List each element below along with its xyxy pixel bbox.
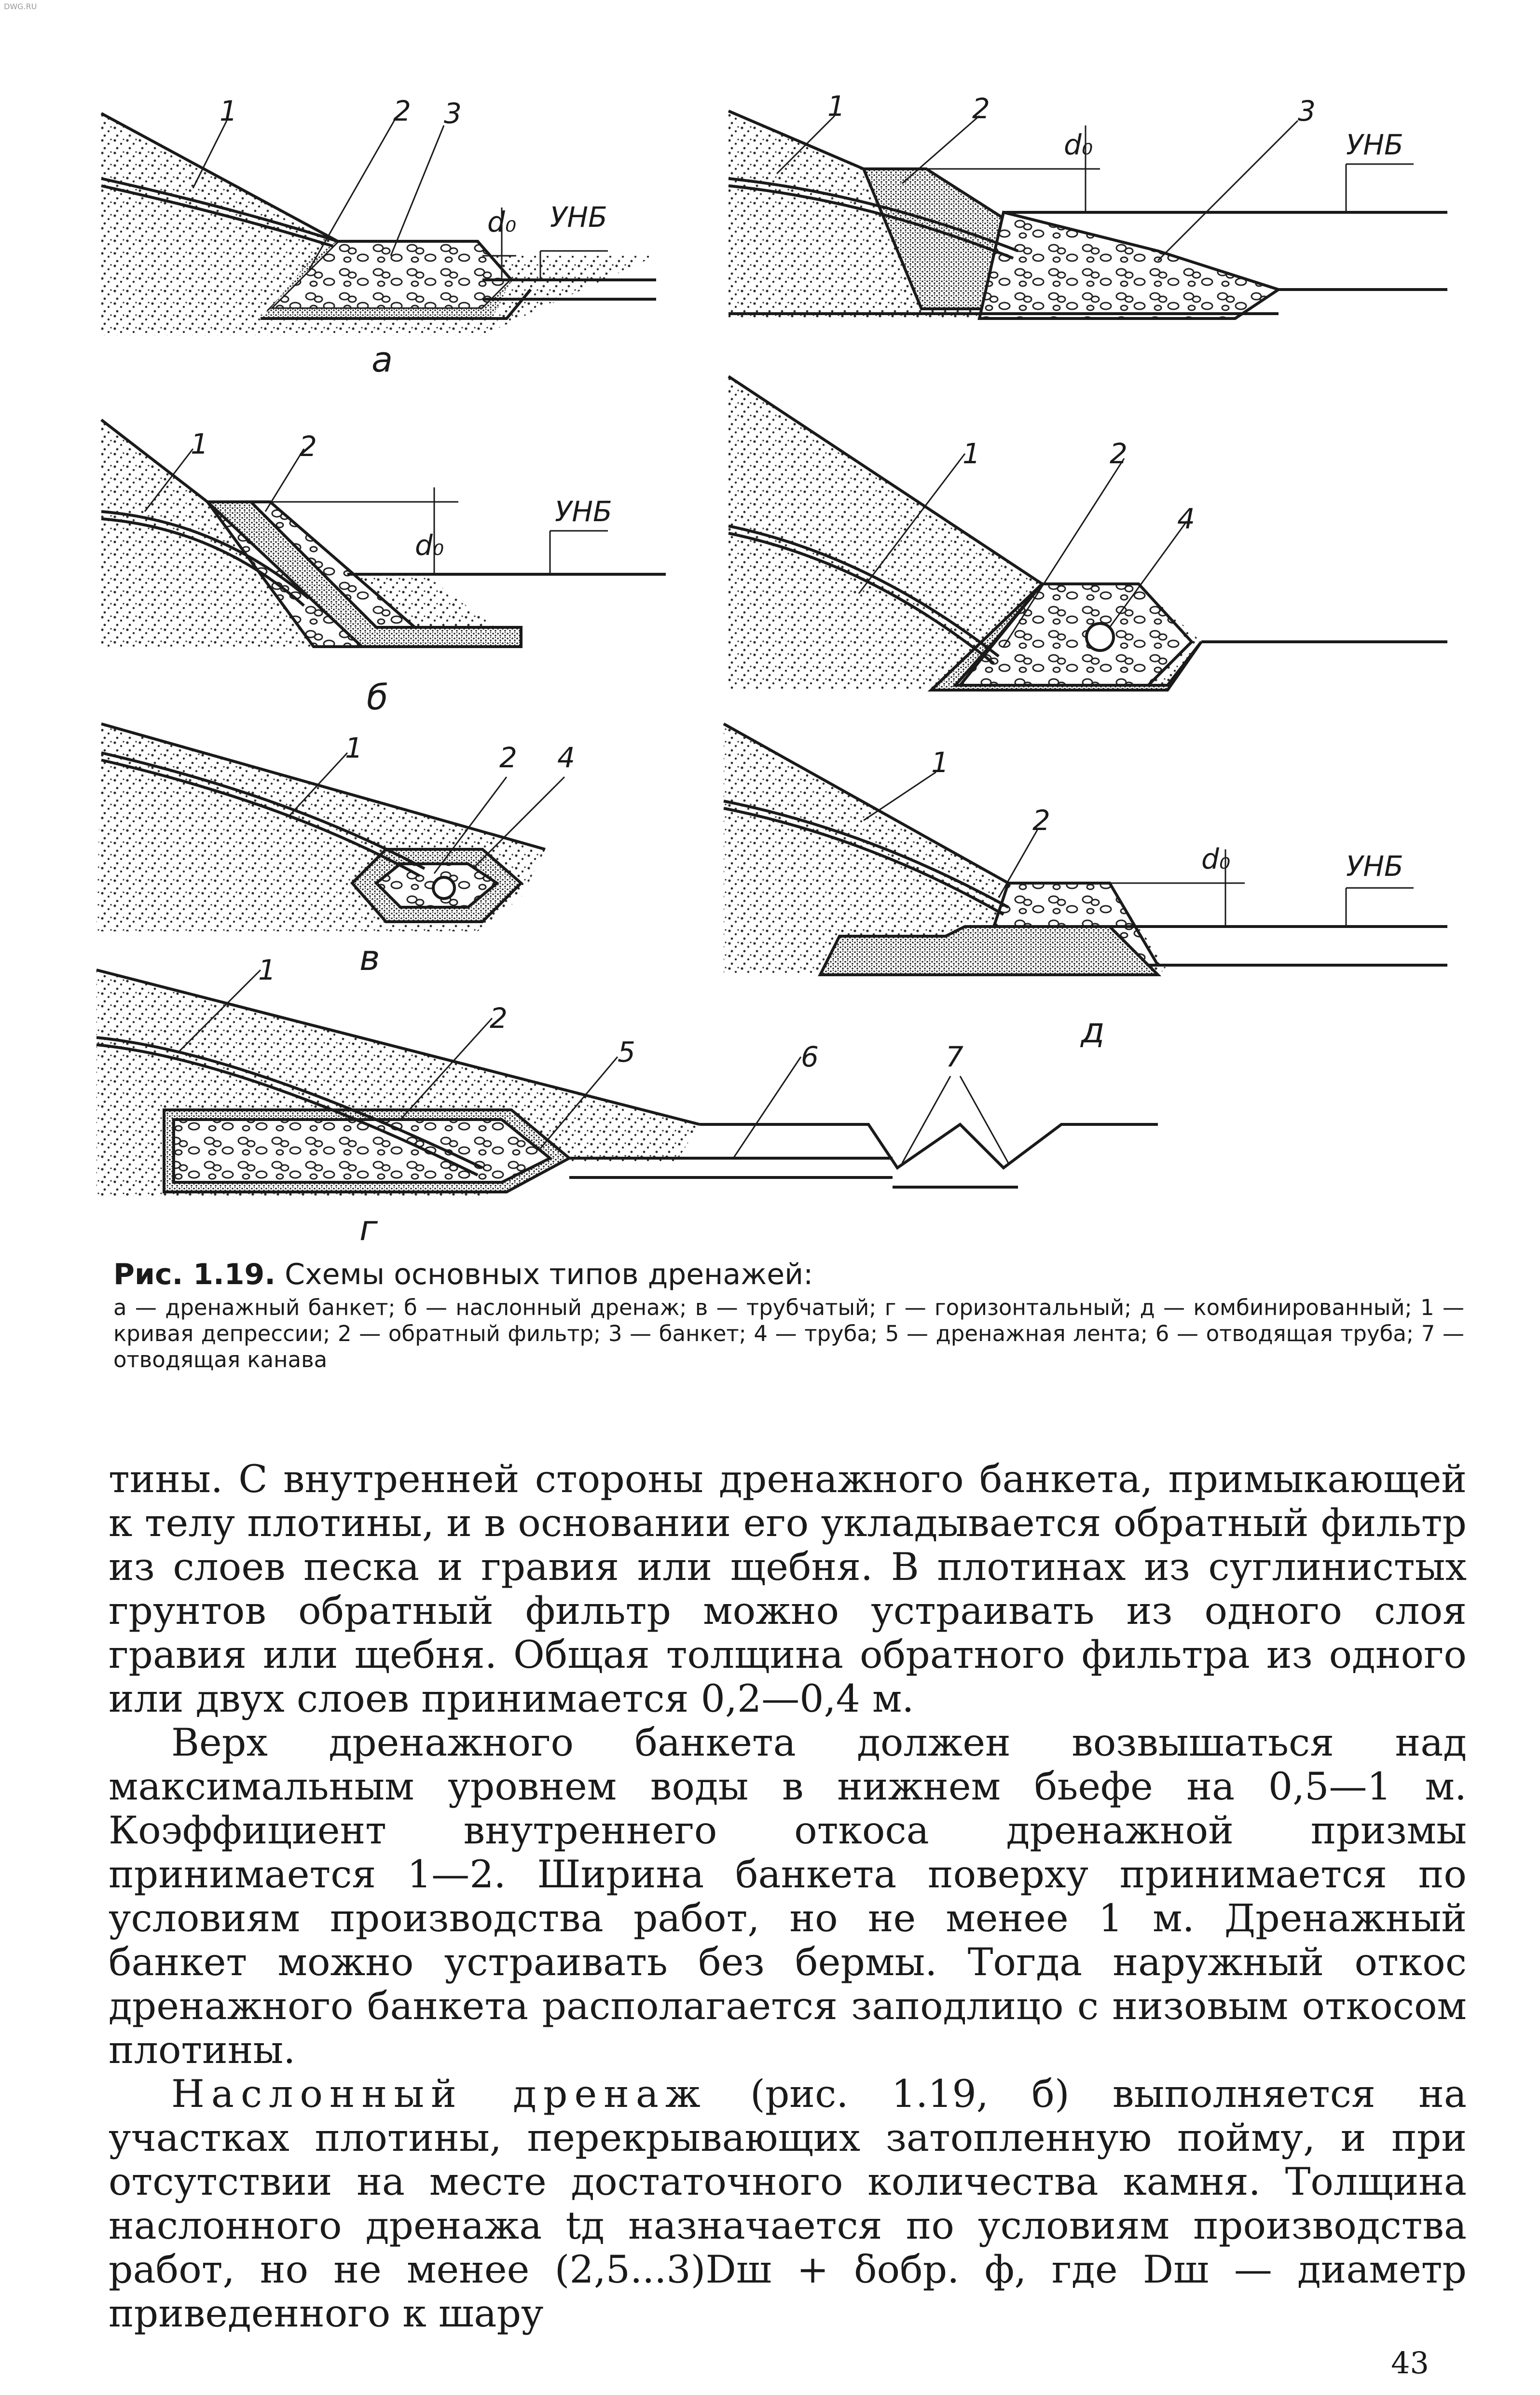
label-1-g: 1 bbox=[258, 954, 276, 986]
label-2-pipe: 2 bbox=[1110, 437, 1128, 470]
page-number: 43 bbox=[1391, 2345, 1429, 2381]
label-1-pipe: 1 bbox=[962, 437, 980, 470]
panel-label-b: б bbox=[367, 677, 388, 718]
caption-legend: а — дренажный банкет; б — наслонный дренаж; в — трубчатый; г — горизонтальный; д — комбинированный; 1 — кривая депрессии; 2 — обратный фильтр; 3 — банкет; 4 — труба; 5 — дренажная лента; 6 — отводящая труба; 7 — отводящая канава bbox=[113, 1295, 1464, 1372]
label-3-a: 3 bbox=[444, 97, 462, 130]
label-1-a: 1 bbox=[220, 95, 237, 127]
panel-label-d: д bbox=[1081, 1010, 1105, 1051]
body-text bbox=[109, 1457, 1467, 2336]
panel-label-v: в bbox=[359, 938, 380, 978]
paragraph-3: Наслонный дренаж (рис. 1.19, б) выполняется на участках плотины, перекрывающих затопленную пойму, и при отсутствии на месте достаточного количества камня. Толщина наслонного дренажа tд назначается по условиям производства работ, но не менее (2,5...3)Dш + δобр. ф, где Dш — диаметр приведенного к шару bbox=[109, 2072, 1467, 2336]
term-layer-drain: Наслонный дренаж bbox=[171, 2072, 707, 2116]
label-2-top-right: 2 bbox=[972, 92, 990, 125]
label-3-top-right: 3 bbox=[1298, 95, 1316, 127]
label-2-a: 2 bbox=[393, 95, 411, 127]
label-1-v: 1 bbox=[345, 732, 363, 764]
label-7-g: 7 bbox=[946, 1040, 963, 1073]
panel-label-g: г bbox=[359, 1208, 378, 1248]
label-unb-d: УНБ bbox=[1346, 850, 1403, 883]
label-unb-a: УНБ bbox=[550, 201, 607, 234]
label-5-g: 5 bbox=[618, 1036, 635, 1068]
label-2-d: 2 bbox=[1032, 804, 1050, 837]
panel-label-a: а bbox=[371, 339, 393, 380]
label-d0-d: d₀ bbox=[1201, 843, 1231, 875]
label-d0-top-right: d₀ bbox=[1064, 128, 1093, 161]
label-1-top-right: 1 bbox=[827, 90, 845, 123]
paragraph-2: Верх дренажного банкета должен возвышаться над максимальным уровнем воды в нижнем бьефе на 0,5—1 м. Коэффициент внутреннего откоса дренажной призмы принимается 1—2. Ширина банкета поверху принимается по условиям производства работ, но не менее 1 м. Дренажный банкет можно устраивать без бермы. Тогда наружный откос дренажного банкета располагается заподлицо с низовым откосом плотины. bbox=[109, 1720, 1467, 2072]
panel-pipe-drain-right bbox=[729, 376, 1447, 690]
label-1-d: 1 bbox=[931, 746, 949, 779]
label-1-b: 1 bbox=[191, 428, 208, 460]
label-6-g: 6 bbox=[801, 1040, 819, 1073]
label-d0-b: d₀ bbox=[415, 529, 444, 562]
label-4-v: 4 bbox=[557, 741, 575, 774]
label-2-g: 2 bbox=[490, 1002, 508, 1035]
panel-g-horizontal bbox=[96, 970, 1158, 1197]
label-unb-b: УНБ bbox=[555, 495, 612, 528]
label-unb-top-right: УНБ bbox=[1346, 128, 1403, 161]
caption-title: Рис. 1.19. Схемы основных типов дренажей: bbox=[113, 1258, 813, 1291]
paragraph-1: тины. С внутренней стороны дренажного банкета, примыкающей к телу плотины, и в основании его укладывается обратный фильтр из слоев песка и гравия или щебня. В плотинах из суглинистых грунтов обратный фильтр можно устраивать из одного слоя гравия или щебня. Общая толщина обратного фильтра из одного или двух слоев принимается 0,2—0,4 м. bbox=[109, 1457, 1467, 1721]
label-2-v: 2 bbox=[499, 741, 517, 774]
panel-d-combined bbox=[724, 724, 1447, 975]
label-2-b: 2 bbox=[299, 430, 317, 463]
figure-caption bbox=[113, 1257, 1464, 1373]
panel-b-layer-drain bbox=[101, 420, 666, 647]
label-d0-a: d₀ bbox=[487, 206, 517, 238]
watermark: DWG.RU bbox=[4, 2, 37, 11]
panel-v-tubular bbox=[96, 724, 564, 931]
label-4-pipe: 4 bbox=[1177, 502, 1195, 535]
